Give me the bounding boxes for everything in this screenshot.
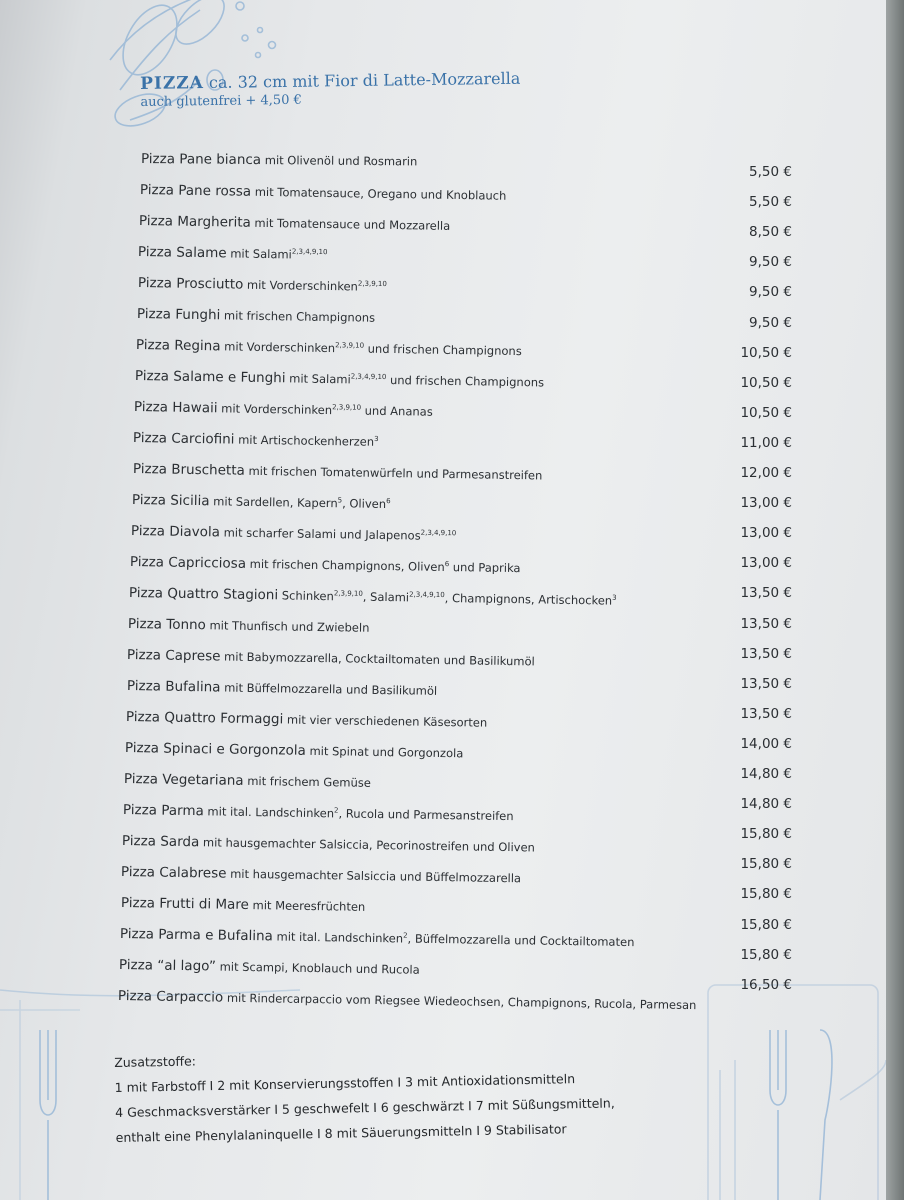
- item-price: 13,00 €: [740, 495, 792, 512]
- menu-item: [120, 892, 365, 915]
- item-description: [220, 525, 456, 543]
- additives-legend: [114, 1040, 615, 1150]
- menu-item: [140, 179, 507, 204]
- item-name: Pizza Regina: [135, 337, 221, 355]
- item-price: 13,50 €: [740, 615, 792, 632]
- item-name: Pizza Spinaci e Gorgonzola: [124, 740, 306, 759]
- item-price: 15,80 €: [740, 886, 792, 903]
- category-name: PIZZA: [140, 73, 205, 94]
- item-description-text: und frischen Champignons: [363, 341, 522, 359]
- item-name: Pizza “al lago”: [118, 957, 216, 975]
- menu-item: [135, 365, 544, 390]
- item-description: [218, 401, 433, 418]
- item-description-text: mit frischem Gemüse: [247, 773, 372, 790]
- additive-codes: 6: [444, 560, 450, 569]
- item-name: Pizza Diavola: [130, 523, 220, 541]
- item-name: Pizza Salame e Funghi: [134, 368, 286, 387]
- additive-codes: 2,3,9,10: [332, 403, 362, 412]
- item-price: 14,00 €: [740, 735, 792, 752]
- menu-item: [137, 303, 375, 326]
- item-description-text: mit Vorderschinken: [221, 401, 333, 418]
- item-description-text: mit Vorderschinken: [246, 277, 358, 294]
- item-name: Pizza Prosciutto: [137, 275, 244, 293]
- menu-item: [124, 768, 371, 791]
- item-price: 10,50 €: [740, 404, 792, 421]
- menu-item: [139, 210, 451, 234]
- item-price: 9,50 €: [749, 314, 792, 331]
- item-name: Pizza Carpaccio: [117, 988, 224, 1006]
- item-description: [251, 185, 506, 203]
- item-description-text: mit Olivenöl und Rosmarin: [264, 153, 418, 169]
- item-name: Pizza Quattro Stagioni: [128, 585, 279, 604]
- menu-item: [138, 241, 328, 263]
- item-name: Pizza Vegetariana: [123, 771, 244, 789]
- item-description: [261, 153, 417, 168]
- menu-item: [137, 272, 386, 295]
- menu-item: [133, 427, 379, 450]
- additive-codes: 3: [612, 593, 617, 602]
- item-description-text: , Rucola und Parmesanstreifen: [338, 806, 514, 824]
- additive-codes: 5: [337, 496, 342, 505]
- additive-codes: 2,3,9,10: [334, 341, 365, 350]
- menu-item: [126, 706, 488, 731]
- item-description: [220, 308, 375, 324]
- item-name: Pizza Parma e Bufalina: [119, 926, 273, 945]
- item-description-text: mit Thunfisch und Zwiebeln: [209, 618, 370, 635]
- menu-item: [136, 334, 522, 359]
- menu-item: [120, 923, 635, 950]
- menu-header: [140, 69, 521, 110]
- page-edge-shadow: [886, 0, 904, 1200]
- item-name: Pizza Calabrese: [121, 864, 228, 882]
- item-description: [273, 929, 635, 949]
- menu-item: [131, 489, 390, 512]
- item-description-text: , Oliven: [341, 496, 386, 511]
- item-name: Pizza Bufalina: [126, 678, 221, 696]
- item-price: 15,80 €: [740, 916, 792, 933]
- item-price: 8,50 €: [749, 224, 792, 241]
- menu-item: [134, 396, 433, 420]
- item-description-text: mit frischen Champignons: [223, 308, 375, 325]
- item-description-text: und Ananas: [361, 403, 434, 419]
- item-description-text: mit Scampi, Knoblauch und Rucola: [219, 959, 420, 977]
- item-description: [227, 246, 328, 262]
- item-name: Pizza Frutti di Mare: [120, 895, 249, 914]
- item-price: 13,00 €: [740, 525, 792, 542]
- additive-codes: 2,3,4,9,10: [420, 528, 457, 538]
- item-description-text: mit Tomatensauce, Oregano und Knoblauch: [254, 184, 507, 203]
- item-description-text: mit vier verschiedenen Käsesorten: [286, 712, 488, 730]
- item-price: 15,80 €: [740, 856, 792, 873]
- item-description: [243, 278, 387, 294]
- item-price: 10,50 €: [740, 374, 792, 391]
- item-price: 13,50 €: [740, 645, 792, 662]
- item-price: 12,00 €: [740, 465, 792, 481]
- item-description: [221, 649, 535, 668]
- item-description: [246, 557, 521, 575]
- item-price: 13,50 €: [740, 675, 792, 692]
- item-name: Pizza Bruschetta: [132, 461, 245, 479]
- item-description-text: , Champignons, Artischocken: [444, 590, 613, 608]
- item-description-text: , Büffelmozzarella und Cocktailtomaten: [407, 931, 635, 950]
- item-name: Pizza Carciofini: [133, 430, 235, 448]
- item-description: [244, 464, 542, 483]
- item-name: Pizza Salame: [138, 244, 228, 262]
- menu-item: [128, 613, 370, 636]
- additives-line: 4 Geschmacksverstärker I 5 geschwefelt I 6 geschwärzt I 7 mit Süßungsmitteln,: [115, 1095, 615, 1120]
- item-price: 5,50 €: [749, 164, 792, 180]
- menu-item: [130, 551, 521, 576]
- item-price: 10,50 €: [740, 344, 792, 361]
- item-description-text: mit Vorderschinken: [223, 339, 336, 356]
- item-description-text: , Salami: [362, 589, 410, 605]
- item-description-text: mit ital. Landschinken: [207, 804, 335, 821]
- item-description: [216, 960, 420, 977]
- item-description-text: mit Babymozzarella, Cocktailtomaten und Basilikumöl: [224, 649, 536, 669]
- item-name: Pizza Hawaii: [134, 399, 218, 417]
- menu-item: [131, 520, 457, 544]
- item-name: Pizza Capricciosa: [129, 554, 247, 572]
- additives-line: 1 mit Farbstoff I 2 mit Konservierungsstoffen I 3 mit Antioxidationsmitteln: [114, 1071, 576, 1095]
- item-price: 13,50 €: [740, 705, 792, 722]
- additive-codes: 2,3,9,10: [357, 279, 387, 289]
- item-description-text: mit Salami: [289, 371, 351, 387]
- additive-codes: 2,3,4,9,10: [350, 372, 387, 382]
- menu-item: [141, 148, 418, 169]
- item-description: [227, 867, 522, 886]
- category-size-note: ca. 32 cm mit Fior di Latte-Mozzarella: [203, 68, 521, 93]
- item-description-text: mit Artischockenherzen: [238, 432, 375, 449]
- item-description: [235, 433, 379, 449]
- item-description-text: mit Tomatensauce und Mozzarella: [254, 215, 451, 233]
- item-name: Pizza Parma: [122, 802, 205, 820]
- additive-codes: 2,3,9,10: [333, 589, 363, 598]
- item-price: 16,50 €: [740, 976, 792, 993]
- item-price: 15,80 €: [740, 946, 792, 963]
- additives-heading: Zusatzstoffe:: [114, 1053, 197, 1070]
- item-description: [209, 494, 390, 511]
- item-description-text: mit frischen Tomatenwürfeln und Parmesanstreifen: [247, 463, 542, 483]
- item-description: [204, 804, 514, 823]
- additive-codes: 6: [385, 497, 391, 506]
- item-description-text: mit Salami: [230, 246, 293, 262]
- item-name: Pizza Funghi: [136, 306, 221, 324]
- item-price: 13,00 €: [740, 555, 792, 572]
- additive-codes: 2,3,4,9,10: [409, 590, 445, 600]
- item-description-text: mit Sardellen, Kapern: [212, 494, 338, 511]
- additive-codes: 2: [334, 806, 339, 815]
- item-description-text: Schinken: [281, 588, 335, 604]
- item-description-text: mit scharfer Salami und Jalapenos: [223, 525, 421, 543]
- item-description: [206, 618, 370, 635]
- item-description: [251, 216, 451, 233]
- item-description-text: und frischen Champignons: [386, 372, 545, 390]
- menu-item: [123, 799, 514, 824]
- item-description-text: und Paprika: [448, 560, 521, 576]
- additive-codes: 3: [374, 434, 379, 444]
- item-name: Pizza Margherita: [139, 213, 252, 231]
- item-name: Pizza Sicilia: [131, 492, 210, 510]
- item-price: 11,00 €: [740, 434, 792, 451]
- item-price: 9,50 €: [749, 284, 792, 301]
- menu-item: [126, 675, 436, 699]
- additive-codes: 2: [402, 931, 408, 940]
- item-description: [248, 898, 365, 914]
- item-name: Pizza Caprese: [127, 647, 221, 665]
- item-price: 14,80 €: [740, 796, 792, 813]
- glutenfree-note: auch glutenfrei + 4,50 €: [140, 92, 302, 110]
- item-description-text: mit Meeresfrüchten: [252, 898, 365, 914]
- item-description: [244, 774, 371, 790]
- menu-item: [122, 830, 535, 855]
- item-description: [220, 339, 521, 358]
- item-description-text: mit Spinat und Gorgonzola: [309, 743, 464, 761]
- item-price: 5,50 €: [749, 194, 792, 211]
- item-description: [283, 712, 487, 729]
- item-name: Pizza Sarda: [122, 833, 200, 851]
- item-price: 13,50 €: [740, 585, 792, 602]
- item-description-text: mit frischen Champignons, Oliven: [249, 556, 445, 574]
- additives-line: enthalt eine Phenylalaninquelle I 8 mit Säuerungsmitteln I 9 Stabilisator: [115, 1121, 567, 1145]
- item-description: [223, 991, 696, 1012]
- item-price: 14,80 €: [740, 766, 792, 782]
- item-description-text: mit Büffelmozzarella und Basilikumöl: [223, 680, 437, 698]
- item-description: [285, 371, 544, 389]
- item-description-text: mit ital. Landschinken: [276, 929, 403, 946]
- item-name: Pizza Tonno: [128, 616, 207, 634]
- item-name: Pizza Pane bianca: [140, 151, 262, 169]
- item-description-text: mit hausgemachter Salsiccia und Büffelmozzarella: [230, 866, 522, 886]
- item-description: [199, 835, 535, 854]
- menu-item: [125, 737, 464, 761]
- item-description: [220, 680, 437, 697]
- item-description-text: mit hausgemachter Salsiccia, Pecorinostreifen und Oliven: [203, 835, 536, 855]
- menu-item: [132, 458, 542, 483]
- menu-item: [127, 644, 535, 669]
- item-price: 9,50 €: [749, 254, 792, 271]
- item-description: [278, 588, 617, 607]
- menu-item: [129, 582, 617, 609]
- item-name: Pizza Quattro Formaggi: [125, 709, 284, 728]
- menu-item: [119, 954, 420, 978]
- menu-item: [118, 985, 697, 1013]
- item-description-text: mit Rindercarpaccio vom Riegsee Wiedeochsen, Champignons, Rucola, Parmesan: [226, 990, 697, 1013]
- item-name: Pizza Pane rossa: [139, 182, 252, 200]
- menu-item: [121, 861, 521, 886]
- item-price: 15,80 €: [740, 826, 792, 843]
- item-description: [306, 744, 464, 760]
- additive-codes: 2,3,4,9,10: [292, 247, 328, 257]
